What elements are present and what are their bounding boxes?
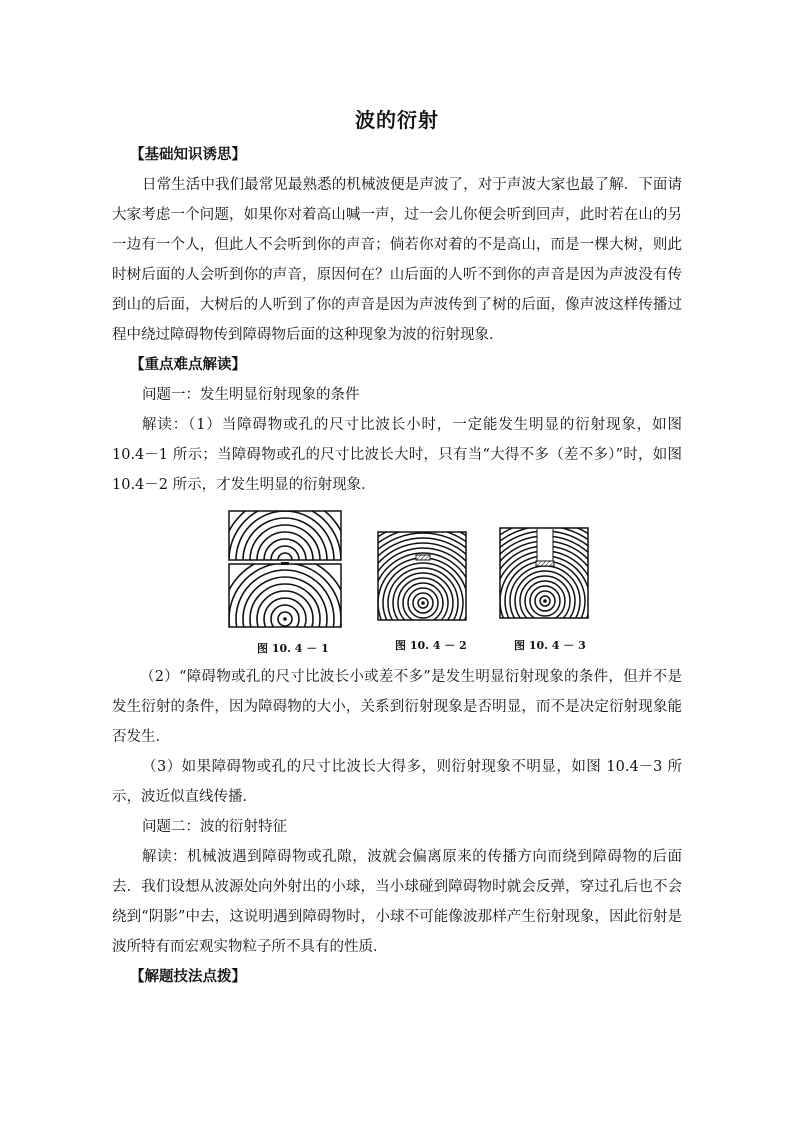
figure-10-4-2	[377, 531, 467, 621]
q2-paragraph-1: 解读：机械波遇到障碍物或孔隙，波就会偏离原来的传播方向而绕到障碍物的后面去．我们设想从波源处向外射出的小球，当小球碰到障碍物时就会反弹，穿过孔后也不会绕到“阴影”中去，这说明遇到障碍物时，小球不可能像波那样产生衍射现象，因此衍射是波所特有而宏观实物粒子所不具有的性质．	[112, 849, 682, 955]
figure-row	[112, 506, 682, 654]
figure-10-4-3	[499, 527, 589, 619]
q1-paragraph-2: （2）“障碍物或孔的尺寸比波长小或差不多”是发生明显衍射现象的条件，但并不是发生衍射的条件，因为障碍物的大小，关系到衍射现象是否明显，而不是决定衍射现象能否发生．	[112, 669, 682, 745]
figure-10-4-1-drawing	[228, 510, 342, 628]
q1-paragraph-3: （3）如果障碍物或孔的尺寸比波长大得多，则衍射现象不明显，如图 10.4－3 所示，波近似直线传播．	[112, 759, 682, 805]
page-title: 波的衍射	[355, 108, 439, 132]
section-heading-method: 【解题技法点拨】	[130, 968, 246, 985]
figure-10-4-2-drawing	[377, 531, 467, 621]
q1-title: 问题一：发生明显衍射现象的条件	[142, 387, 360, 403]
figure-caption-3: 图 10. 4 － 3	[514, 639, 586, 652]
basic-paragraph: 日常生活中我们最常见最熟悉的机械波便是声波了，对于声波大家也最了解．下面请大家考虑一个问题，如果你对着高山喊一声，过一会儿你便会听到回声，此时若在山的另一边有一个人，但此人不会听到你的声音；倘若你对着的不是高山，而是一棵大树，则此时树后面的人会听到你的声音，原因何在？山后面的人听不到你的声音是因为声波没有传到山的后面，大树后的人听到了你的声音是因为声波传到了树的后面，像声波这样传播过程中绕过障碍物传到障碍物后面的这种现象为波的衍射现象．	[112, 177, 682, 343]
figure-10-4-3-drawing	[499, 527, 589, 619]
section-heading-key: 【重点难点解读】	[130, 356, 246, 373]
figure-10-4-1	[228, 510, 342, 628]
figure-caption-1: 图 10. 4 － 1	[257, 642, 329, 655]
q2-title: 问题二：波的衍射特征	[142, 819, 287, 835]
q1-paragraph-1: 解读：（1）当障碍物或孔的尺寸比波长小时，一定能发生明显的衍射现象，如图 10.4－1 所示；当障碍物或孔的尺寸比波长大时，只有当“大得不多（差不多）”时，如图 10.4－2 所示，才发生明显的衍射现象．	[112, 417, 682, 493]
section-heading-basic: 【基础知识诱思】	[130, 146, 246, 163]
document-body	[112, 140, 682, 992]
figure-caption-2: 图 10. 4 － 2	[395, 639, 467, 652]
